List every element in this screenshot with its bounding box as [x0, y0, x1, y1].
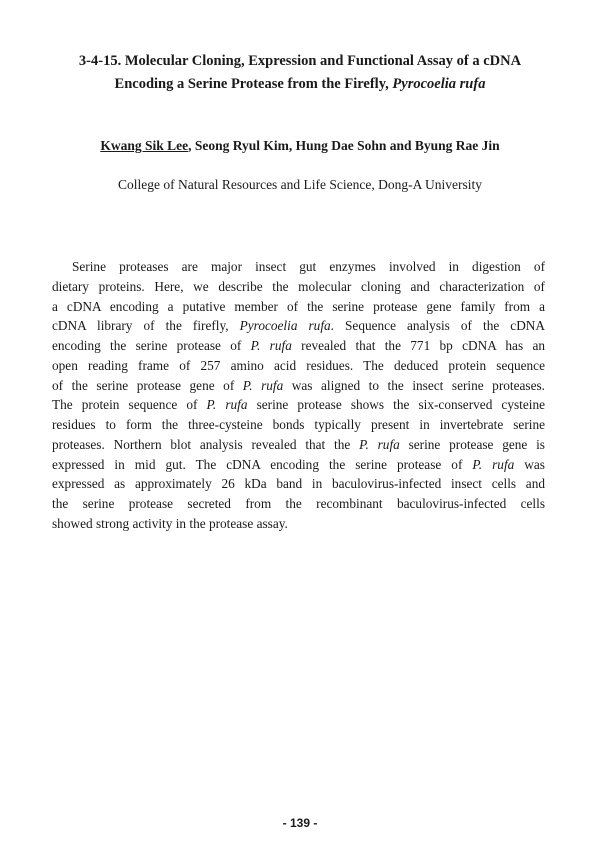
abstract-line: residues to form the three-cysteine bonds typically present in invertebrate serine	[52, 417, 545, 432]
abstract-text: proteases. Northern blot analysis revealed that the	[52, 436, 360, 452]
abstract-line	[52, 455, 545, 475]
abstract-text: was aligned to the insect serine proteases.	[283, 377, 545, 393]
abstract-line: a cDNA encoding a putative member of the serine protease gene family from a	[52, 298, 545, 314]
abstract-line: showed strong activity in the protease assay.	[52, 515, 288, 531]
abstract-text: serine protease gene is	[399, 436, 545, 452]
abstract-line	[52, 395, 545, 415]
abstract-line: expressed as approximately 26 kDa band in baculovirus-infected insect cells and	[52, 476, 545, 492]
abstract-text: cDNA library of the firefly,	[52, 318, 240, 334]
species-name: P. rufa	[472, 456, 515, 472]
abstract-text: The protein sequence of	[52, 397, 207, 413]
species-name: P. rufa	[242, 377, 284, 393]
abstract-text: was	[514, 456, 545, 472]
abstract-body	[52, 257, 545, 534]
co-authors: , Seong Ryul Kim, Hung Dae Sohn and Byung Rae Jin	[188, 138, 500, 153]
author-affiliation: College of Natural Resources and Life Science, Dong-A University	[117, 177, 483, 192]
abstract-line	[52, 435, 545, 455]
species-name: P. rufa	[250, 338, 292, 353]
abstract-line	[52, 376, 545, 396]
paper-title	[40, 50, 560, 96]
abstract-line	[52, 316, 545, 336]
title-line-1: 3-4-15. Molecular Cloning, Expression and Functional Assay of a cDNA	[78, 53, 522, 69]
page-number: - 139 -	[282, 816, 318, 830]
species-name: P. rufa	[359, 436, 400, 452]
abstract-line: Serine proteases are major insect gut enzymes involved in digestion of	[72, 259, 545, 274]
presenting-author: Kwang Sik Lee	[100, 138, 189, 153]
abstract-line: dietary proteins. Here, we describe the molecular cloning and characterization of	[52, 278, 545, 294]
author-list	[40, 136, 560, 156]
abstract-text: of the serine protease gene of	[52, 377, 243, 393]
title-line-2	[40, 73, 560, 96]
abstract-text: expressed in mid gut. The cDNA encoding the serine protease of	[52, 456, 473, 472]
abstract-text: revealed that the 771 bp cDNA has an	[291, 338, 545, 353]
species-name: P. rufa	[206, 397, 248, 413]
abstract-line: open reading frame of 257 amino acid residues. The deduced protein sequence	[52, 357, 545, 373]
title-line-2-text: Encoding a Serine Protease from the Firefly,	[114, 76, 393, 92]
abstract-text: encoding the serine protease of	[52, 338, 251, 353]
species-name: Pyrocoelia rufa	[239, 318, 331, 334]
abstract-text: serine protease shows the six-conserved cysteine	[247, 397, 545, 413]
abstract-text: . Sequence analysis of the cDNA	[330, 318, 545, 334]
title-species-name: Pyrocoelia rufa	[392, 76, 486, 92]
abstract-line	[52, 336, 545, 356]
abstract-line: the serine protease secreted from the recombinant baculovirus-infected cells	[52, 496, 545, 511]
